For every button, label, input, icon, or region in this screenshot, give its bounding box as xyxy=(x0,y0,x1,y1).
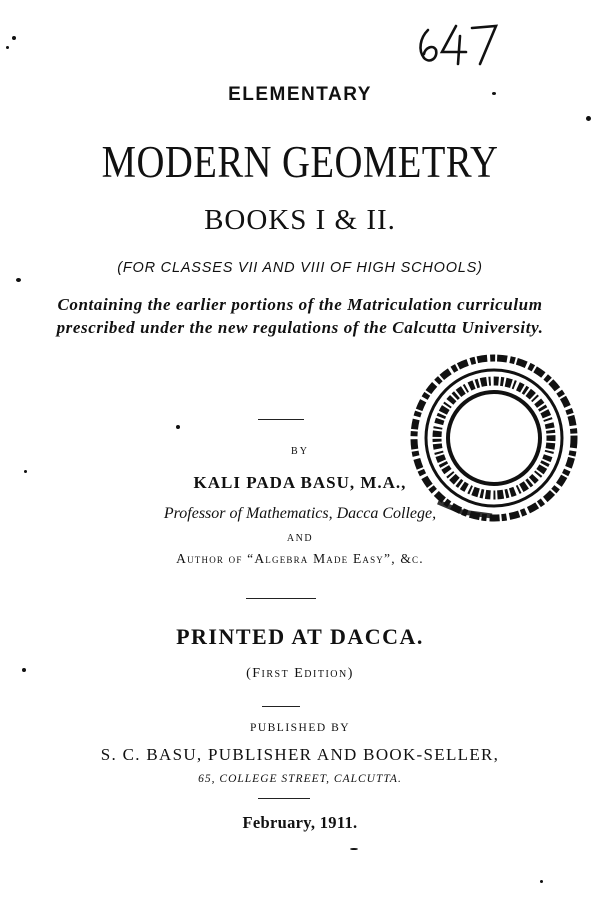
author-other-work: Author of “Algebra Made Easy”, &c. xyxy=(176,551,424,566)
ink-speck xyxy=(540,880,543,883)
divider-rule xyxy=(262,706,300,707)
ink-speck xyxy=(16,278,21,282)
ink-speck xyxy=(6,46,9,49)
author-position: Professor of Mathematics, Dacca College, xyxy=(163,505,437,522)
ink-speck xyxy=(586,116,591,121)
title-main: MODERN GEOMETRY xyxy=(101,137,499,187)
ink-speck xyxy=(176,425,180,429)
publisher-address: 65, COLLEGE STREET, CALCUTTA. xyxy=(198,773,402,785)
divider-rule xyxy=(258,419,304,420)
publisher-name: S. C. BASU, PUBLISHER AND BOOK-SELLER, xyxy=(100,745,500,764)
ink-speck xyxy=(350,848,358,850)
title-books: BOOKS I & II. xyxy=(204,204,396,236)
printed-at: PRINTED AT DACCA. xyxy=(176,624,424,649)
and-label: AND xyxy=(286,533,314,544)
ink-speck xyxy=(24,470,27,473)
title-classes: (FOR CLASSES VII AND VIII OF HIGH SCHOOLS) xyxy=(117,260,483,276)
library-stamp xyxy=(402,352,582,524)
ink-speck xyxy=(12,36,16,40)
divider-rule xyxy=(258,798,310,799)
published-by-label: PUBLISHED BY xyxy=(249,722,351,734)
edition: (First Edition) xyxy=(246,666,354,681)
description: Containing the earlier portions of the Matriculation curriculum prescribed under the new regulations of the Calcutta University. xyxy=(56,295,544,337)
author-name: KALI PADA BASU, M.A., xyxy=(193,473,407,492)
by-label: BY xyxy=(291,446,309,457)
publication-date: February, 1911. xyxy=(242,813,358,832)
ink-speck xyxy=(492,92,496,95)
divider-rule xyxy=(246,598,316,599)
title-elementary: ELEMENTARY xyxy=(228,84,372,105)
ink-speck xyxy=(22,668,26,672)
manuscript-number xyxy=(412,14,502,68)
